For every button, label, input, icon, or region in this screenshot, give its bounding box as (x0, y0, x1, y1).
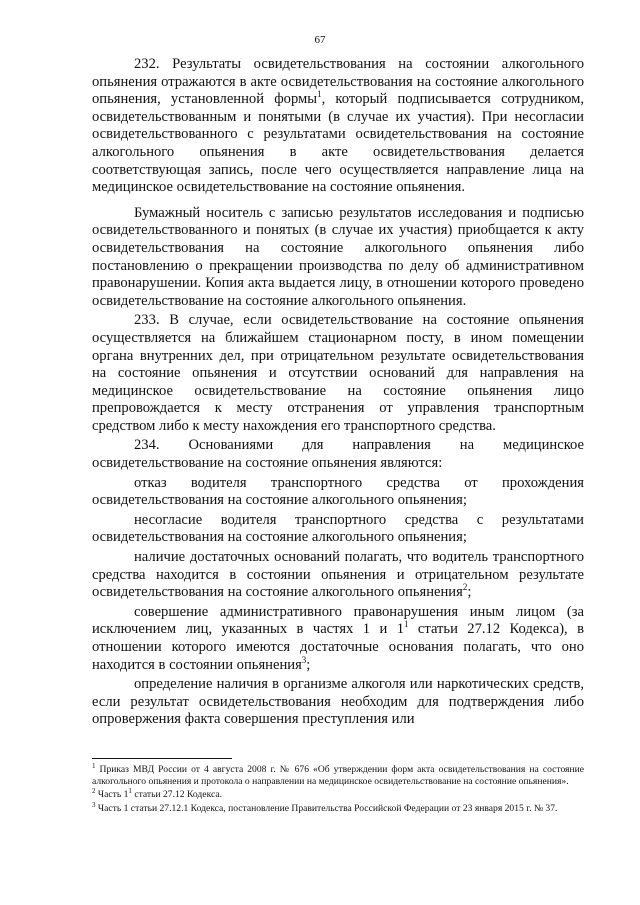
footnote-divider (92, 758, 232, 759)
footnote-ref-2[interactable]: 2 (462, 582, 468, 593)
list-item-other-person: совершение административного правонарушения иным лицом (за исключением лиц, указанных в частях 1 и $1^1$ статьи 27.12 Кодекса), в отношении которого имеются достаточные основания полагать, что оно находится в состоянии опьянения$^3$; (92, 603, 585, 673)
footnote-3: $^3$ Часть 1 статьи 27.12.1 Кодекса, постановление Правительства Российской Федерации от 23 января 2015 г. № 37. (92, 800, 558, 814)
document-body (92, 56, 584, 729)
footnotes (92, 761, 584, 816)
superscript-mark: 1 (404, 619, 409, 630)
list-item-sufficient-grounds: наличие достаточных оснований полагать, что водитель транспортного средства находится в состоянии опьянения и отрицательном результате освидетельствования на состояние алкогольного опьянения$^2$; (92, 549, 584, 601)
paragraph-232: 232. Результаты освидетельствования на состоянии алкогольного опьянения отражаются в акте освидетельствования на состояние алкогольного опьянения, установленной формы$^1$, который подписывается сотрудником, освидетельствованным и понятыми (в случае их участия). При несогласии освидетельствованного с результатами освидетельствования на состояние алкогольного опьянения в акте освидетельствования делается соответствующая запись, после чего осуществляется направление лица на медицинское освидетельствование на состояние опьянения. (92, 56, 584, 196)
list-item-alcohol-determination: определение наличия в организме алкоголя или наркотических средств, если результат освидетельствования необходим для подтверждения либо опровержения факта совершения преступления или (92, 676, 584, 728)
footnote-mark-2: 2 (92, 787, 96, 796)
list-item-refusal: отказ водителя транспортного средства от прохождения освидетельствования на состояние алкогольного опьянения; (92, 474, 584, 509)
footnote-1: $^1$ Приказ МВД России от 4 августа 2008 г. № 676 «Об утверждении форм акта освидетельствования на состояние алкогольного опьянения и протокола о направлении на медицинское освидетельствование на состояние опьянения». (92, 761, 584, 788)
footnote-ref-1[interactable]: 1 (317, 89, 322, 100)
footnote-mark-3: 3 (92, 800, 96, 809)
footnote-2: $^2$ Часть $1^1$ статьи 27.12 Кодекса. (92, 787, 223, 801)
list-item-disagreement: несогласие водителя транспортного средства с результатами освидетельствования на состояние алкогольного опьянения; (92, 511, 584, 546)
footnote-mark-1: 1 (92, 761, 96, 770)
superscript-mark: 1 (128, 787, 132, 796)
footnote-ref-3[interactable]: 3 (301, 654, 307, 665)
paragraph-234: 234. Основаниями для направления на медицинское освидетельствование на состояние опьянения являются: (92, 437, 584, 472)
paragraph-233: 233. В случае, если освидетельствование на состояние опьянения осуществляется на ближайшем стационарном посту, в ином помещении органа внутренних дел, при отрицательном результате освидетельствования на состояние опьянения и отсутствии оснований для направления на медицинское освидетельствование на состояние опьянения лицо препровождается к месту отстранения от управления транспортным средством либо к месту нахождения его транспортного средства. (92, 312, 584, 434)
paragraph-paper-record: Бумажный носитель с записью результатов исследования и подписью освидетельствованного и понятых (в случае их участия) приобщается к акту освидетельствования на состояние алкогольного опьянения либо постановлению о прекращении производства по делу об административном правонарушении. Копия акта выдается лицу, в отношении которого проведено освидетельствование на состояние алкогольного опьянения. (92, 204, 584, 309)
page-number: 67 (314, 34, 326, 46)
